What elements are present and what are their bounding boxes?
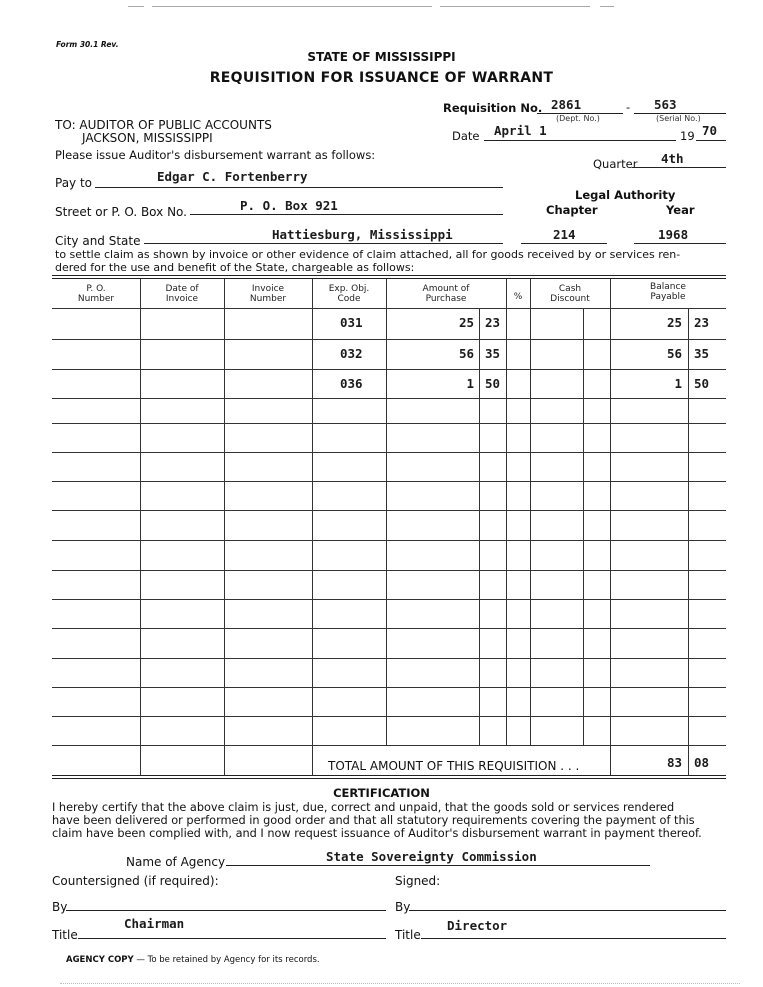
chapter-value: 214 [553,227,576,242]
amount-cents-cell: 35 [485,346,501,361]
requisition-label: Requisition No. [443,101,543,115]
certification-title: CERTIFICATION [333,786,430,800]
top-mark [600,6,614,7]
col-divider [140,279,141,775]
row-rule [52,745,726,746]
requisition-dash: - [626,100,631,114]
col-divider [224,279,225,775]
row-rule [52,452,726,453]
form-number: Form 30.1 Rev. [56,40,119,49]
amount-dollars-cell: 1 [466,376,474,391]
row-rule [52,369,726,370]
balance-cents-cell: 50 [694,376,710,391]
quarter-label: Quarter [593,157,638,171]
code-cell: 036 [340,376,363,391]
balance-dollars-cell: 56 [666,346,682,361]
authority-year-line [634,243,726,244]
certification-line1: I hereby certify that the above claim is just, due, correct and unpaid, that the goods sold or services rendered [52,801,675,814]
city-line [144,243,503,244]
settle-text-line1: to settle claim as shown by invoice or other evidence of claim attached, all for goods received by or services ren- [55,248,681,261]
row-rule [52,628,726,629]
settle-text-line2: dered for the use and benefit of the State, chargeable as follows: [55,261,415,274]
city-value: Hattiesburg, Mississippi [272,227,453,242]
row-rule [52,658,726,659]
total-dollars: 83 [666,755,682,770]
agency-copy-text: — To be retained by Agency for its records. [136,955,320,965]
quarter-value: 4th [661,151,684,166]
dept-caption: (Dept. No.) [556,114,600,123]
balance-cents-cell: 23 [694,315,710,330]
col-divider [386,279,387,745]
row-rule [52,423,726,424]
countersigned-label: Countersigned (if required): [52,874,219,888]
street-label: Street or P. O. Box No. [55,205,187,219]
year-value: 70 [702,123,718,138]
by-line-right [409,910,726,911]
date-line [484,140,676,141]
agency-label: Name of Agency [126,855,226,869]
header-cash-discount: Cash Discount [550,284,590,304]
dept-no-value: 2861 [551,97,582,112]
row-rule [52,510,726,511]
by-label-left: By [52,900,68,914]
agency-value: State Sovereignty Commission [326,849,537,864]
code-cell: 031 [340,315,363,330]
row-rule [52,481,726,482]
total-label: TOTAL AMOUNT OF THIS REQUISITION . . . [328,759,580,773]
row-rule [52,570,726,571]
left-title-value: Chairman [124,916,185,931]
col-divider [583,308,584,745]
header-amount: Amount of Purchase [422,284,470,304]
row-rule [52,398,726,399]
state-heading: STATE OF MISSISSIPPI [307,50,456,64]
col-divider [688,308,689,775]
row-rule [52,687,726,688]
pay-to-line [95,187,503,188]
amount-cents-cell: 23 [485,315,501,330]
title-line-left [78,938,386,939]
title-line-right [421,938,726,939]
row-rule [52,540,726,541]
header-balance: Balance Payable [650,282,686,302]
header-date: Date of Invoice [165,284,199,304]
by-label-right: By [395,900,411,914]
footer-note [66,955,320,965]
legal-authority-label: Legal Authority [575,188,676,202]
serial-caption: (Serial No.) [656,114,701,123]
header-code: Exp. Obj. Code [328,284,370,304]
col-divider [530,279,531,745]
top-mark [440,6,590,7]
quarter-line [632,167,726,168]
row-rule [52,308,726,309]
authority-year-value: 1968 [658,227,689,242]
agency-copy-label: AGENCY COPY [66,955,134,965]
top-mark [152,6,432,7]
top-mark [128,6,144,7]
serial-no-value: 563 [654,97,677,112]
amount-cents-cell: 50 [485,376,501,391]
pay-to-value: Edgar C. Fortenberry [157,169,308,184]
row-rule [52,339,726,340]
right-title-value: Director [447,918,508,933]
page-title: REQUISITION FOR ISSUANCE OF WARRANT [209,70,554,86]
signed-label: Signed: [395,874,441,888]
table-top-rule [52,275,726,279]
balance-dollars-cell: 1 [674,376,682,391]
header-percent: % [513,292,523,302]
pay-to-label: Pay to [55,176,93,190]
balance-cents-cell: 35 [694,346,710,361]
title-label-left: Title [52,928,78,942]
year-line [696,140,726,141]
addressee-line2: JACKSON, MISSISSIPPI [82,131,213,145]
col-divider [610,279,611,775]
addressee-line1: TO: AUDITOR OF PUBLIC ACCOUNTS [55,118,272,132]
year-prefix: 19 [680,129,695,143]
table-bottom-rule [52,775,726,779]
chapter-line [521,243,607,244]
col-divider [506,279,507,745]
date-value: April 1 [494,123,547,138]
chapter-label: Chapter [546,203,598,217]
title-label-right: Title [395,928,421,942]
amount-dollars-cell: 25 [458,315,474,330]
balance-dollars-cell: 25 [666,315,682,330]
certification-line2: have been delivered or performed in good order and that all statutory requirements covering the payment of this [52,814,695,827]
by-line-left [66,910,386,911]
row-rule [52,599,726,600]
col-divider [479,308,480,745]
header-invoice: Invoice Number [249,284,287,304]
header-po: P. O. Number [77,284,115,304]
bottom-edge [60,983,740,984]
year-authority-label: Year [666,203,695,217]
agency-line [226,865,650,866]
col-divider [312,279,313,775]
instruction-text: Please issue Auditor's disbursement warrant as follows: [55,148,376,162]
total-cents: 08 [694,755,710,770]
amount-dollars-cell: 56 [458,346,474,361]
street-line [190,214,503,215]
date-label: Date [452,129,480,143]
street-value: P. O. Box 921 [240,198,338,213]
city-label: City and State [55,234,141,248]
row-rule [52,716,726,717]
code-cell: 032 [340,346,363,361]
certification-line3: claim have been complied with, and I now request issuance of Auditor's disbursement warrant in payment thereof. [52,827,702,840]
